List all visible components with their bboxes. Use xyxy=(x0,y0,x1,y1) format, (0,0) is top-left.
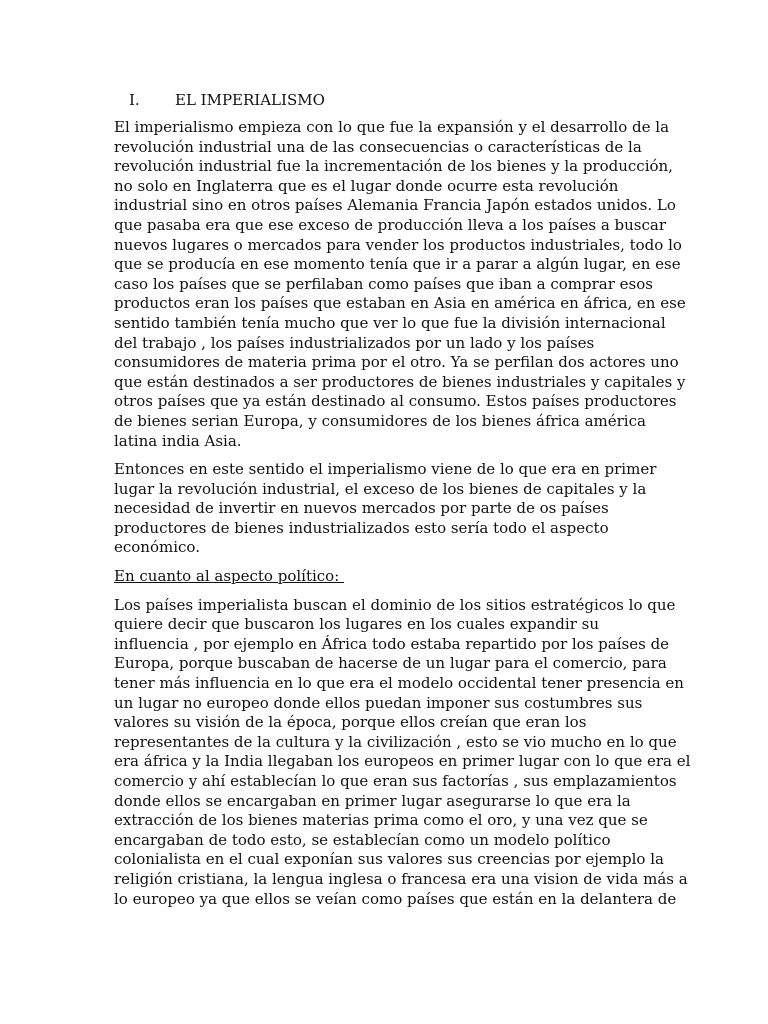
text-line: era áfrica y la India llegaban los europeos en primer lugar con lo que era el xyxy=(114,752,691,771)
text-line: nuevos lugares o mercados para vender los productos industriales, todo lo xyxy=(114,235,682,254)
text-line: de bienes serian Europa, y consumidores de los bienes áfrica américa xyxy=(114,411,646,430)
text-line: que se producía en ese momento tenía que ir a parar a algún lugar, en ese xyxy=(114,255,681,274)
paragraph-economic-intro xyxy=(114,118,686,451)
text-line: que pasaba era que ese exceso de producción lleva a los países a buscar xyxy=(114,215,667,234)
section-heading xyxy=(114,90,662,110)
text-line: consumidores de materia prima por el otro. Ya se perfilan dos actores uno xyxy=(114,353,679,372)
text-line: El imperialismo empieza con lo que fue la expansión y el desarrollo de la xyxy=(114,118,670,136)
text-line: latina india Asia. xyxy=(114,431,242,450)
text-line: Europa, porque buscaban de hacerse de un lugar para el comercio, para xyxy=(114,654,667,673)
text-line: caso los países que se perfilaban como países que iban a comprar esos xyxy=(114,274,653,293)
section-title: EL IMPERIALISMO xyxy=(175,91,325,109)
document-body xyxy=(114,90,691,918)
text-line: donde ellos se encargaban en primer lugar asegurarse lo que era la xyxy=(114,791,631,810)
section-number: I. xyxy=(129,91,140,109)
text-line: influencia , por ejemplo en África todo estaba repartido por los países de xyxy=(114,634,670,653)
text-line: sentido también tenía mucho que ver lo que fue la división internacional xyxy=(114,313,666,332)
text-line: tener más influencia en lo que era el modelo occidental tener presencia en xyxy=(114,674,684,693)
text-line: comercio y ahí establecían lo que eran sus factorías , sus emplazamientos xyxy=(114,772,677,790)
text-line: valores su visión de la época, porque ellos creían que eran los xyxy=(114,713,587,732)
text-line: lo europeo ya que ellos se veían como países que están en la delantera de xyxy=(114,889,677,908)
text-line: quiere decir que buscaron los lugares en los cuales expandir su xyxy=(114,615,600,634)
paragraph-political xyxy=(114,595,691,910)
text-line: económico. xyxy=(114,538,200,557)
text-line: religión cristiana, la lengua inglesa o francesa era una vision de vida más a xyxy=(114,869,688,888)
text-line: encargaban de todo esto, se establecían como un modelo político xyxy=(114,830,611,849)
text-line: productores de bienes industrializados esto sería todo el aspecto xyxy=(114,518,609,537)
text-line: un lugar no europeo donde ellos puedan imponer sus costumbres sus xyxy=(114,693,643,712)
text-line: lugar la revolución industrial, el exceso de los bienes de capitales y la xyxy=(114,479,647,498)
paragraph-economic-summary xyxy=(114,460,662,558)
text-line: representantes de la cultura y la civilización , esto se vio mucho en lo que xyxy=(114,732,677,751)
text-line: productos eran los países que estaban en Asia en américa en áfrica, en ese xyxy=(114,294,686,313)
text-line: necesidad de invertir en nuevos mercados por parte de os países xyxy=(114,499,609,518)
text-line: revolución industrial una de las consecuencias o características de la xyxy=(114,137,642,156)
text-line: extracción de los bienes materias prima como el oro, y una vez que se xyxy=(114,811,648,830)
text-line: industrial sino en otros países Alemania Francia Japón estados unidos. Lo xyxy=(114,196,676,215)
text-line: no solo en Inglaterra que es el lugar donde ocurre esta revolución xyxy=(114,176,619,195)
text-line: colonialista en el cual exponían sus valores sus creencias por ejemplo la xyxy=(114,850,664,869)
text-line: Entonces en este sentido el imperialismo viene de lo que era en primer xyxy=(114,460,657,479)
text-line: que están destinados a ser productores de bienes industriales y capitales y xyxy=(114,372,686,391)
subheading-political: En cuanto al aspecto político: xyxy=(114,567,345,586)
text-line: otros países que ya están destinado al consumo. Estos países productores xyxy=(114,392,677,411)
text-line: del trabajo , los países industrializados por un lado y los países xyxy=(114,333,595,352)
text-line: Los países imperialista buscan el dominio de los sitios estratégicos lo que xyxy=(114,595,676,614)
text-line: revolución industrial fue la incrementación de los bienes y la producción, xyxy=(114,157,673,176)
